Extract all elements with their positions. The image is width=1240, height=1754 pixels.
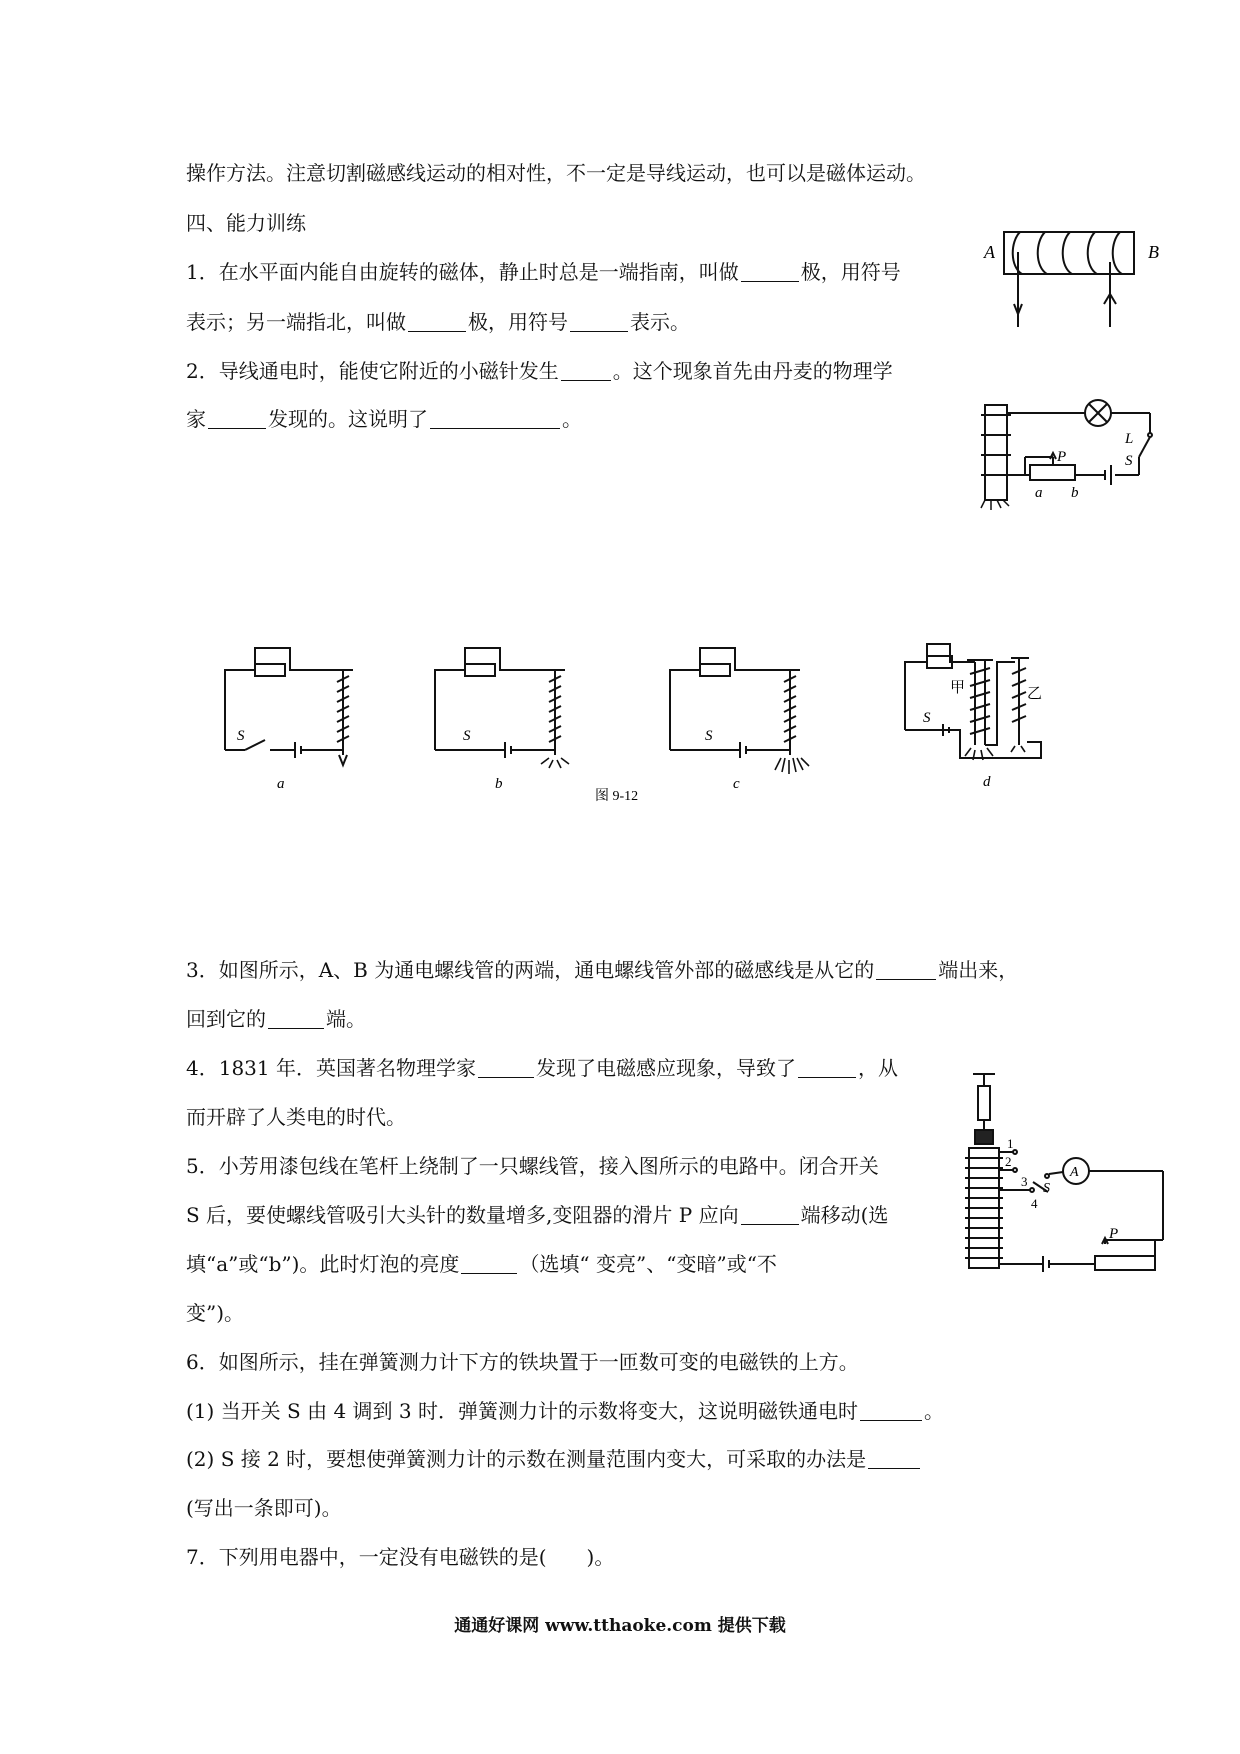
answer-blank[interactable]: [461, 1253, 517, 1274]
q3-text-b: 端出来，: [938, 958, 1019, 982]
solenoid-label-b: B: [1148, 242, 1159, 262]
q1-text-e: 表示。: [630, 310, 690, 334]
answer-blank[interactable]: [741, 261, 799, 282]
page-footer: 通通好课网 www.tthaoke.com 提供下载: [454, 1616, 786, 1636]
q7-text-a: 7．下列用电器中，一定没有电磁铁的是(: [186, 1545, 547, 1569]
question-6-line-1: 6．如图所示，挂在弹簧测力计下方的铁块置于一匝数可变的电磁铁的上方。: [186, 1350, 859, 1374]
q6-text-c: 。: [923, 1399, 944, 1423]
ammeter-label: A: [1070, 1165, 1079, 1180]
intro-line: 操作方法。注意切割磁感线运动的相对性，不一定是导线运动，也可以是磁体运动。: [186, 161, 926, 185]
q2-text-a: 2．导线通电时，能使它附近的小磁针发生: [186, 359, 559, 383]
question-5-line-1: 5．小芳用漆包线在笔杆上绕制了一只螺线管，接入图所示的电路中。闭合开关: [186, 1154, 879, 1178]
answer-blank[interactable]: [860, 1400, 922, 1421]
q1-text-b: 极，用符号: [800, 260, 901, 284]
spring-scale-figure: [955, 1068, 1175, 1283]
question-3-line-2: [186, 1006, 366, 1032]
q5-text-d: 填“a”或“b”)。此时灯泡的亮度: [186, 1252, 460, 1276]
question-7-line-1: [186, 1544, 614, 1570]
panel-d-label-jia: 甲: [950, 680, 966, 696]
question-3-line-1: [186, 957, 1018, 983]
panel-c-switch-label: S: [705, 728, 713, 744]
question-2-line-1: [186, 358, 893, 384]
section-title: 四、能力训练: [186, 211, 306, 235]
answer-blank[interactable]: [268, 1008, 324, 1029]
answer-blank[interactable]: [408, 311, 466, 332]
spring-switch-label: S: [1043, 1181, 1050, 1196]
solenoid-label-a: A: [984, 242, 995, 262]
answer-blank[interactable]: [430, 408, 560, 429]
q4-text-c: ，从: [857, 1056, 898, 1080]
question-1-line-2: [186, 309, 690, 335]
q2-text-c: 家: [186, 407, 206, 431]
q3-text-c: 回到它的: [186, 1007, 266, 1031]
circuit-label-b: b: [1071, 485, 1079, 501]
question-5-line-3: [186, 1251, 777, 1277]
question-6-line-3: [186, 1446, 922, 1472]
circuit-label-p: P: [1057, 449, 1067, 465]
tap-3-label: 3: [1021, 1174, 1028, 1189]
panel-a-switch-label: S: [237, 728, 245, 744]
panel-d-switch-label: S: [923, 710, 931, 726]
answer-blank[interactable]: [478, 1057, 534, 1078]
q2-text-d: 发现的。这说明了: [268, 407, 428, 431]
question-4-line-2: 而开辟了人类电的时代。: [186, 1105, 406, 1129]
caption-c: c: [733, 776, 740, 792]
lamp-circuit-figure: [975, 395, 1175, 525]
question-4-line-1: [186, 1055, 898, 1081]
q5-text-e: （选填“ 变亮”、“变暗”或“不: [519, 1252, 777, 1276]
answer-blank[interactable]: [876, 959, 936, 980]
answer-blank[interactable]: [798, 1057, 856, 1078]
answer-blank[interactable]: [570, 311, 628, 332]
tap-2-label: 2: [1005, 1154, 1012, 1169]
circuit-label-s: S: [1125, 453, 1133, 469]
q4-text-a: 4．1831 年．英国著名物理学家: [186, 1056, 476, 1080]
tap-1-label: 1: [1007, 1136, 1014, 1151]
panel-a: [225, 648, 353, 765]
caption-a: a: [277, 776, 285, 792]
question-5-line-2: [186, 1202, 888, 1228]
caption-d: d: [983, 774, 991, 790]
q5-text-b: S 后，要使螺线管吸引大头针的数量增多,变阻器的滑片 P 应向: [186, 1203, 739, 1227]
panel-d: [905, 644, 1041, 760]
electromagnet-figure-row: [215, 630, 1075, 805]
panel-b-switch-label: S: [463, 728, 471, 744]
q5-text-c: 端移动(选: [800, 1203, 889, 1227]
q1-text-d: 极，用符号: [468, 310, 568, 334]
answer-blank[interactable]: [741, 1204, 799, 1225]
spring-slider-label: P: [1109, 1226, 1119, 1242]
q4-text-b: 发现了电磁感应现象，导致了: [535, 1056, 796, 1080]
panel-d-label-yi: 乙: [1027, 686, 1043, 702]
question-6-line-2: [186, 1398, 944, 1424]
tap-4-label: 4: [1031, 1196, 1038, 1211]
q2-text-e: 。: [562, 407, 582, 431]
answer-blank[interactable]: [208, 408, 266, 429]
q1-text-a: 1．在水平面内能自由旋转的磁体，静止时总是一端指南，叫做: [186, 260, 739, 284]
caption-center: 图 9-12: [595, 789, 639, 804]
question-5-line-4: 变”)。: [186, 1301, 245, 1325]
answer-blank[interactable]: [561, 360, 611, 381]
panel-b: [435, 648, 569, 768]
circuit-label-a: a: [1035, 485, 1043, 501]
answer-blank[interactable]: [868, 1448, 920, 1469]
q3-text-a: 3．如图所示，A、B 为通电螺线管的两端，通电螺线管外部的磁感线是从它的: [186, 958, 875, 982]
q1-text-c: 表示；另一端指北，叫做: [186, 310, 406, 334]
q2-text-b: 。这个现象首先由丹麦的物理学: [612, 359, 893, 383]
question-2-line-2: [186, 406, 582, 432]
q7-text-b: )。: [586, 1545, 615, 1569]
circuit-label-l: L: [1125, 431, 1134, 447]
question-1-line-1: [186, 259, 901, 285]
q6-text-d: (2) S 接 2 时，要想使弹簧测力计的示数在测量范围内变大，可采取的办法是: [186, 1447, 867, 1471]
panel-c: [670, 648, 809, 774]
q6-text-b: (1) 当开关 S 由 4 调到 3 时．弹簧测力计的示数将变大，这说明磁铁通电时: [186, 1399, 858, 1423]
caption-b: b: [495, 776, 503, 792]
q3-text-d: 端。: [326, 1007, 366, 1031]
solenoid-figure: [980, 222, 1200, 332]
question-6-line-4: (写出一条即可)。: [186, 1496, 342, 1520]
